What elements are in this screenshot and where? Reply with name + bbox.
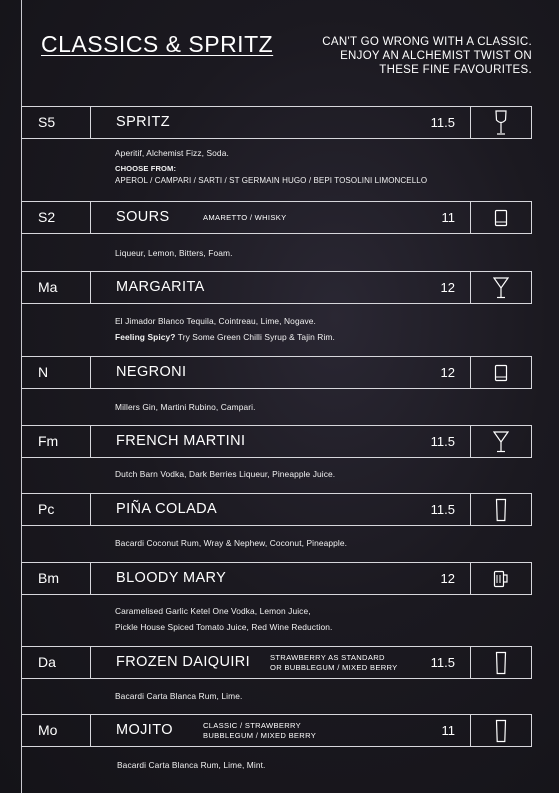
- item-code: Mo: [22, 715, 91, 746]
- item-price: 11.5: [430, 655, 455, 670]
- spicy-note: Try Some Green Chilli Syrup & Tajin Rim.: [175, 332, 335, 342]
- description-line: Dutch Barn Vodka, Dark Berries Liqueur, Pineapple Juice.: [115, 469, 336, 479]
- item-name: FROZEN DAIQUIRI: [116, 654, 251, 670]
- rocks-glass-icon: [494, 364, 508, 382]
- tagline-line-3: THESE FINE FAVOURITES.: [379, 64, 532, 76]
- options-line-2: BUBBLEGUM / MIXED BERRY: [203, 731, 317, 740]
- glass-cell: [470, 202, 531, 233]
- description-line: Bacardi Carta Blanca Rum, Lime.: [115, 691, 243, 701]
- description-line: Millers Gin, Martini Rubino, Campari.: [115, 402, 256, 412]
- item-code: Fm: [22, 426, 91, 457]
- item-price: 12: [440, 280, 455, 295]
- item-code: Ma: [22, 272, 91, 303]
- choose-from-list: APEROL / CAMPARI / SARTI / ST GERMAIN HUGO / BEPI TOSOLINI LIMONCELLO: [115, 176, 428, 185]
- glass-cell: [470, 107, 531, 138]
- description-line-2: Pickle House Spiced Tomato Juice, Red Wine Reduction.: [115, 622, 333, 632]
- item-description: [115, 145, 427, 186]
- item-description: [115, 399, 256, 415]
- item-price: 11: [441, 210, 455, 225]
- item-name: SOURS: [116, 209, 170, 225]
- glass-cell: [470, 426, 531, 457]
- item-description: [117, 757, 265, 773]
- description-line: El Jimador Blanco Tequila, Cointreau, Lime, Nogave.: [115, 316, 316, 326]
- description-line: Liqueur, Lemon, Bitters, Foam.: [115, 248, 233, 258]
- item-name: SPRITZ: [116, 114, 170, 130]
- tagline-line-1: CAN'T GO WRONG WITH A CLASSIC.: [322, 36, 532, 48]
- item-price: 12: [440, 365, 455, 380]
- glass-cell: [470, 563, 531, 594]
- tagline-line-2: ENJOY AN ALCHEMIST TWIST ON: [340, 50, 532, 62]
- glass-cell: [470, 494, 531, 525]
- item-code: Bm: [22, 563, 91, 594]
- description-line: Bacardi Carta Blanca Rum, Lime, Mint.: [117, 760, 266, 770]
- item-code: Pc: [22, 494, 91, 525]
- tagline: [272, 35, 532, 77]
- glass-cell: [470, 357, 531, 388]
- options-line-1: STRAWBERRY AS STANDARD: [270, 653, 385, 662]
- item-code: N: [22, 357, 91, 388]
- item-description: [115, 466, 335, 482]
- item-price: 11: [441, 723, 455, 738]
- item-code: S5: [22, 107, 91, 138]
- item-code: S2: [22, 202, 91, 233]
- item-name: MARGARITA: [116, 279, 205, 295]
- menu-item-row-pina-colada: [21, 493, 532, 526]
- menu-item-row-negroni: [21, 356, 532, 389]
- page-title: CLASSICS & SPRITZ: [41, 31, 274, 57]
- rocks-glass-icon: [494, 209, 508, 227]
- description-line: Bacardi Coconut Rum, Wray & Nephew, Coconut, Pineapple.: [115, 538, 348, 548]
- highball-glass-icon: [495, 498, 507, 522]
- menu-item-row-bloody-mary: [21, 562, 532, 595]
- coupe-glass-icon: [493, 431, 509, 453]
- description-line: Aperitif, Alchemist Fizz, Soda.: [115, 148, 229, 158]
- options-line-1: CLASSIC / STRAWBERRY: [203, 721, 301, 730]
- item-description: [115, 245, 233, 261]
- item-description: [115, 535, 347, 551]
- glass-cell: [470, 715, 531, 746]
- description-line: Caramelised Garlic Ketel One Vodka, Lemon Juice,: [115, 606, 311, 616]
- item-code: Da: [22, 647, 91, 678]
- item-price: 12: [440, 571, 455, 586]
- item-options: AMARETTO / WHISKY: [203, 213, 287, 222]
- item-name: NEGRONI: [116, 364, 187, 380]
- item-description: [115, 688, 242, 704]
- menu-item-row-mojito: [21, 714, 532, 747]
- menu-item-row-sours: [21, 201, 532, 234]
- highball-glass-icon: [495, 719, 507, 743]
- item-description: [115, 603, 332, 635]
- highball-glass-icon: [495, 651, 507, 675]
- mug-icon: [493, 570, 509, 588]
- coupe-glass-icon: [493, 277, 509, 299]
- item-options: [203, 721, 316, 741]
- menu-item-row-spritz: [21, 106, 532, 139]
- item-price: 11.5: [430, 115, 455, 130]
- menu-item-row-french-martini: [21, 425, 532, 458]
- item-name: PIÑA COLADA: [116, 501, 218, 517]
- glass-cell: [470, 647, 531, 678]
- menu-item-row-frozen-daiquiri: [21, 646, 532, 679]
- choose-from-label: CHOOSE FROM:: [115, 164, 177, 173]
- item-description: [115, 313, 335, 345]
- item-price: 11.5: [430, 434, 455, 449]
- item-name: BLOODY MARY: [116, 570, 227, 586]
- description-line-2: [115, 329, 335, 345]
- feeling-spicy-label: Feeling Spicy?: [115, 332, 176, 342]
- item-name: FRENCH MARTINI: [116, 433, 246, 449]
- menu-item-row-margarita: [21, 271, 532, 304]
- item-options: [270, 653, 398, 673]
- item-name: MOJITO: [116, 722, 173, 738]
- options-line-2: OR BUBBLEGUM / MIXED BERRY: [270, 663, 398, 672]
- glass-cell: [470, 272, 531, 303]
- item-price: 11.5: [430, 502, 455, 517]
- wine-glass-icon: [494, 110, 508, 136]
